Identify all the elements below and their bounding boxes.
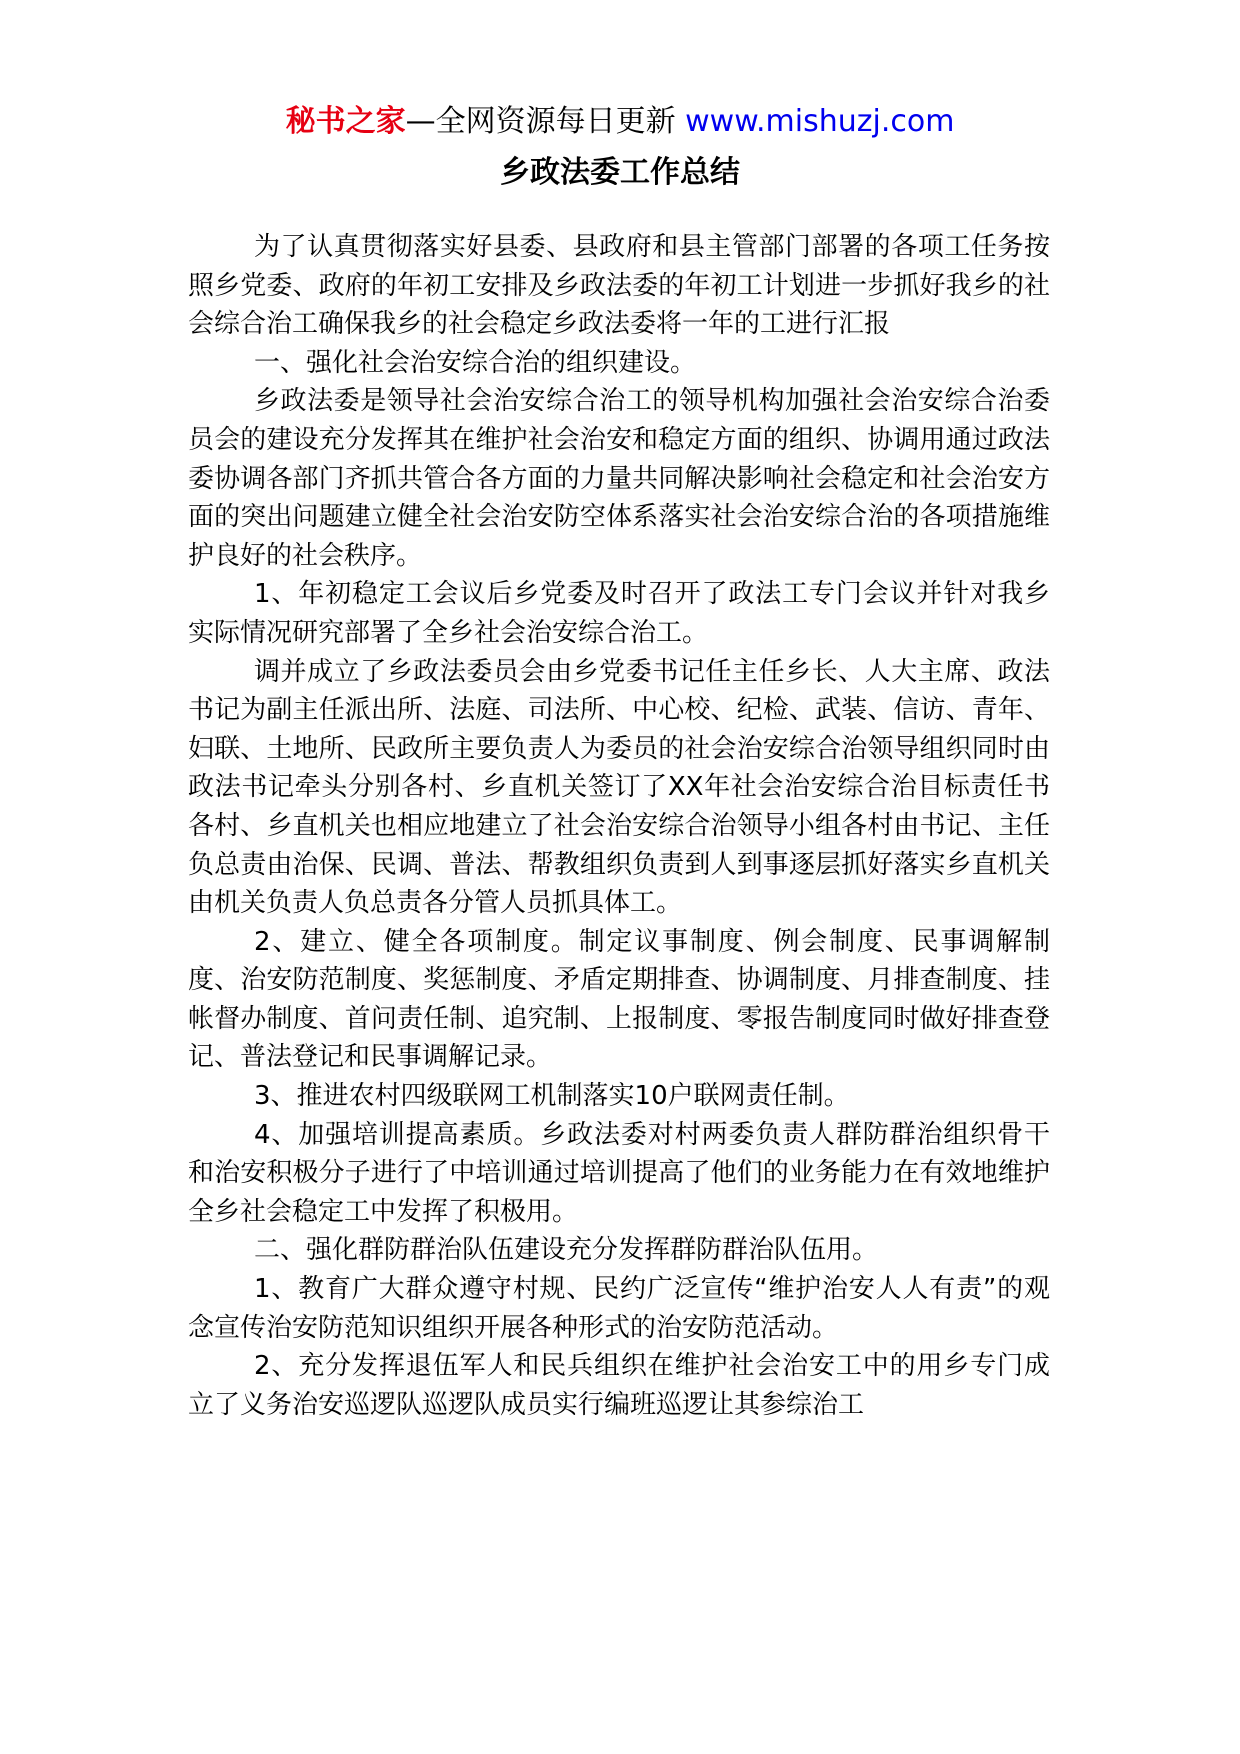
document-title: 乡政法委工作总结 [500, 155, 740, 190]
paragraph: 乡政法委是领导社会治安综合治工的领导机构加强社会治安综合治委员会的建设充分发挥其在维护社会治安和稳定方面的组织、协调用通过政法委协调各部门齐抓共管合各方面的力量共同解决影响社会稳定和社会治安方面的突出问题建立健全社会治安防空体系落实社会治安综合治的各项措施维护良好的社会秩序。 [188, 386, 1050, 571]
site-header [0, 100, 1240, 144]
paragraph: 2、充分发挥退伍军人和民兵组织在维护社会治安工中的用乡专门成立了义务治安巡逻队巡逻队成员实行编班巡逻让其参综治工 [188, 1351, 1050, 1420]
paragraph: 3、推进农村四级联网工机制落实10户联网责任制。 [254, 1081, 850, 1112]
paragraph: 调并成立了乡政法委员会由乡党委书记任主任乡长、人大主席、政法书记为副主任派出所、法庭、司法所、中心校、纪检、武装、信访、青年、妇联、土地所、民政所主要负责人为委员的社会治安综合治领导组织同时由政法书记牵头分别各村、乡直机关签订了XX年社会治安综合治目标责任书各村、乡直机关也相应地建立了社会治安综合治领导小组各村由书记、主任负总责由治保、民调、普法、帮教组织负责到人到事逐层抓好落实乡直机关由机关负责人负总责各分管人员抓具体工。 [188, 656, 1050, 919]
section-heading-1: 一、强化社会治安综合治的组织建设。 [254, 347, 697, 378]
paragraph: 4、加强培训提高素质。乡政法委对村两委负责人群防群治组织骨干和治安积极分子进行了中培训通过培训提高了他们的业务能力在有效地维护全乡社会稳定工中发挥了积极用。 [188, 1119, 1050, 1227]
brand-name: 秘书之家 [285, 104, 406, 139]
section-heading-2: 二、强化群防群治队伍建设充分发挥群防群治队伍用。 [254, 1235, 879, 1266]
document-body [188, 228, 1050, 1424]
header-slogan: —全网资源每日更新 [405, 104, 676, 139]
paragraph: 2、建立、健全各项制度。制定议事制度、例会制度、民事调解制度、治安防范制度、奖惩制度、矛盾定期排查、协调制度、月排查制度、挂帐督办制度、首问责任制、追究制、上报制度、零报告制度同时做好排查登记、普法登记和民事调解记录。 [188, 926, 1050, 1073]
paragraph: 1、教育广大群众遵守村规、民约广泛宣传“维护治安人人有责”的观念宣传治安防范知识组织开展各种形式的治安防范活动。 [188, 1274, 1050, 1343]
paragraph-intro: 为了认真贯彻落实好县委、县政府和县主管部门部署的各项工任务按照乡党委、政府的年初工安排及乡政法委的年初工计划进一步抓好我乡的社会综合治工确保我乡的社会稳定乡政法委将一年的工进行汇报 [188, 232, 1050, 340]
paragraph: 1、年初稳定工会议后乡党委及时召开了政法工专门会议并针对我乡实际情况研究部署了全乡社会治安综合治工。 [188, 579, 1050, 648]
site-url-link[interactable]: www.mishuzj.com [685, 104, 955, 139]
